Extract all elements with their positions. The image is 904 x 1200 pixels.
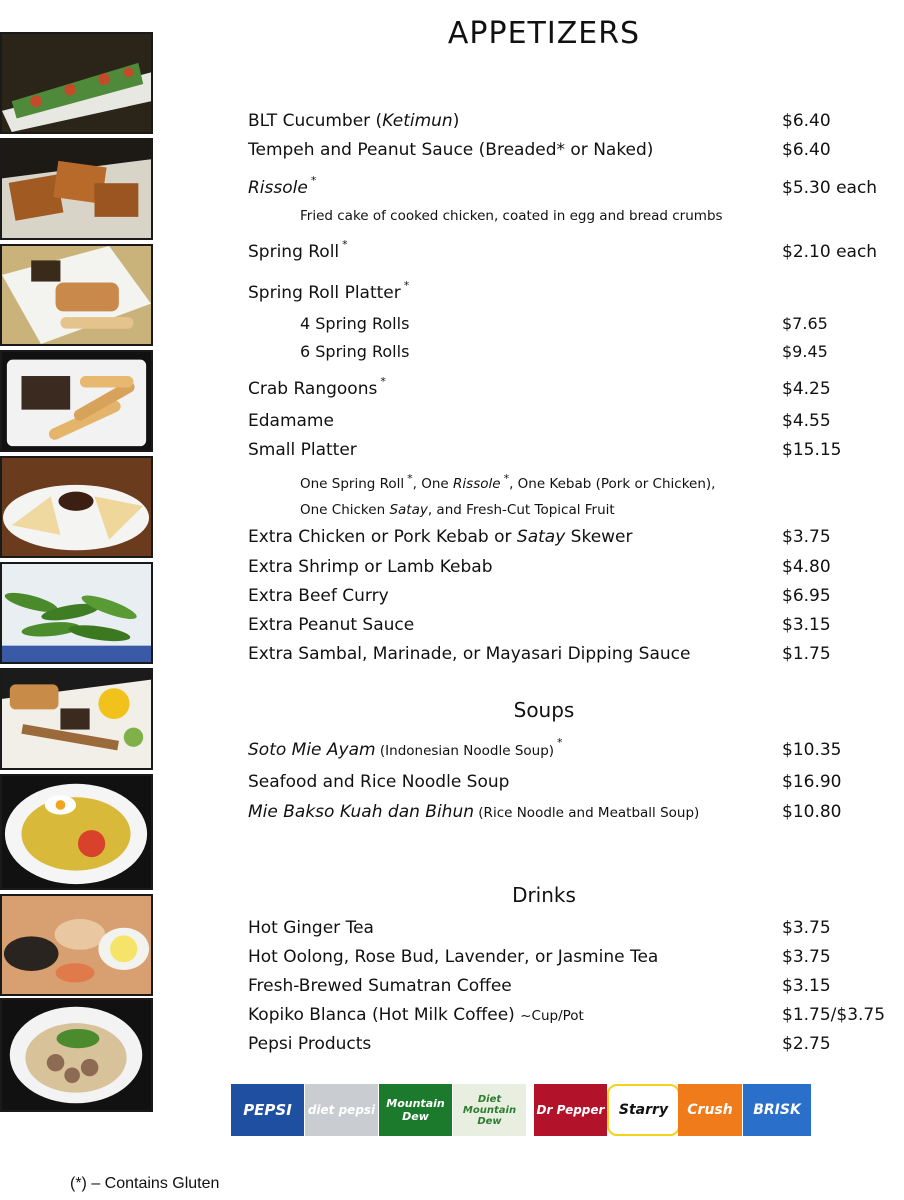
brisk-logo: BRISK bbox=[743, 1084, 811, 1136]
menu-item-soto-mie-ayam: Soto Mie Ayam (Indonesian Noodle Soup)* $10.35 bbox=[248, 736, 842, 760]
spring-roll-photo bbox=[0, 350, 153, 452]
menu-item-edamame: Edamame $4.55 bbox=[248, 411, 831, 431]
menu-item-ginger-tea: Hot Ginger Tea $3.75 bbox=[248, 918, 831, 938]
price: $4.80 bbox=[782, 557, 831, 577]
menu-item-extra-kebab: Extra Chicken or Pork Kebab or Satay Skewer $3.75 bbox=[248, 527, 831, 547]
crush-logo: Crush bbox=[678, 1084, 742, 1136]
price: $2.10 each bbox=[782, 242, 878, 262]
price: $10.80 bbox=[782, 802, 842, 822]
tempeh-photo bbox=[0, 138, 153, 240]
pepsi-logo: PEPSI bbox=[231, 1084, 304, 1136]
rissole-photo bbox=[0, 244, 153, 346]
menu-item-spring-roll: Spring Roll * $2.10 each bbox=[248, 238, 878, 262]
gluten-footnote: (*) – Contains Gluten bbox=[70, 1175, 220, 1192]
price: $2.75 bbox=[782, 1034, 831, 1054]
price: $1.75 bbox=[782, 644, 831, 664]
menu-item-seafood-soup: Seafood and Rice Noodle Soup $16.90 bbox=[248, 772, 842, 792]
gluten-marker: * bbox=[403, 279, 410, 292]
soups-heading: Soups bbox=[513, 698, 575, 722]
starry-logo: Starry bbox=[607, 1084, 680, 1136]
price: $3.75 bbox=[782, 947, 831, 967]
price: $16.90 bbox=[782, 772, 842, 792]
price: $5.30 each bbox=[782, 178, 878, 198]
platter-option: 6 Spring Rolls $9.45 bbox=[300, 342, 828, 361]
small-platter-description-line1: One Spring Roll *, One Rissole *, One Kebab (Pork or Chicken), bbox=[300, 472, 716, 492]
crab-rangoon-photo bbox=[0, 456, 153, 558]
gluten-marker: * bbox=[380, 375, 386, 388]
menu-item-extra-beef: Extra Beef Curry $6.95 bbox=[248, 586, 831, 606]
gluten-marker: * bbox=[310, 174, 317, 187]
price: $3.15 bbox=[782, 976, 831, 996]
price: $6.40 bbox=[782, 140, 831, 160]
menu-item-extra-peanut: Extra Peanut Sauce $3.15 bbox=[248, 615, 831, 635]
menu-item-sumatran-coffee: Fresh-Brewed Sumatran Coffee $3.15 bbox=[248, 976, 831, 996]
gluten-marker: * bbox=[557, 736, 563, 749]
price: $3.15 bbox=[782, 615, 831, 635]
menu-item-small-platter: Small Platter $15.15 bbox=[248, 440, 842, 460]
price: $4.25 bbox=[782, 379, 831, 399]
menu-item-hot-tea: Hot Oolong, Rose Bud, Lavender, or Jasmine Tea $3.75 bbox=[248, 947, 831, 967]
menu-item-kopiko: Kopiko Blanca (Hot Milk Coffee) ~Cup/Pot $1.75/$3.75 bbox=[248, 1005, 886, 1025]
menu-item-mie-bakso: Mie Bakso Kuah dan Bihun (Rice Noodle and Meatball Soup) $10.80 bbox=[248, 802, 842, 822]
edamame-photo bbox=[0, 562, 153, 664]
menu-item-rissole: Rissole * $5.30 each bbox=[248, 174, 878, 198]
meatball-soup-photo bbox=[0, 998, 153, 1112]
price: $4.55 bbox=[782, 411, 831, 431]
rissole-description: Fried cake of cooked chicken, coated in egg and bread crumbs bbox=[300, 208, 723, 224]
price: $3.75 bbox=[782, 918, 831, 938]
platter-option: 4 Spring Rolls $7.65 bbox=[300, 314, 828, 333]
menu-item-spring-roll-platter: Spring Roll Platter * bbox=[248, 279, 410, 303]
dr-pepper-logo: Dr Pepper bbox=[534, 1084, 607, 1136]
diet-mountain-dew-logo: Diet Mountain Dew bbox=[453, 1084, 526, 1136]
menu-item-pepsi-products: Pepsi Products $2.75 bbox=[248, 1034, 831, 1054]
menu-item-extra-sambal: Extra Sambal, Marinade, or Mayasari Dipping Sauce $1.75 bbox=[248, 644, 831, 664]
seafood-soup-photo bbox=[0, 894, 153, 996]
price: $1.75/$3.75 bbox=[782, 1005, 886, 1025]
diet-pepsi-logo: diet pepsi bbox=[305, 1084, 378, 1136]
price: $6.95 bbox=[782, 586, 831, 606]
cucumber-photo bbox=[0, 32, 153, 134]
menu-item-extra-shrimp: Extra Shrimp or Lamb Kebab $4.80 bbox=[248, 557, 831, 577]
price: $15.15 bbox=[782, 440, 842, 460]
menu-item-blt-cucumber: BLT Cucumber (Ketimun) $6.40 bbox=[248, 111, 831, 131]
price: $7.65 bbox=[782, 314, 828, 333]
price: $6.40 bbox=[782, 111, 831, 131]
price: $9.45 bbox=[782, 342, 828, 361]
gluten-marker: * bbox=[342, 238, 348, 251]
price: $3.75 bbox=[782, 527, 831, 547]
drinks-heading: Drinks bbox=[512, 883, 576, 907]
price: $10.35 bbox=[782, 740, 842, 760]
noodle-soup-photo bbox=[0, 774, 153, 890]
small-platter-description-line2: One Chicken Satay, and Fresh-Cut Topical Fruit bbox=[300, 502, 615, 518]
menu-item-crab-rangoons: Crab Rangoons * $4.25 bbox=[248, 375, 831, 399]
menu-item-tempeh: Tempeh and Peanut Sauce (Breaded* or Naked) $6.40 bbox=[248, 140, 831, 160]
page-title: APPETIZERS bbox=[447, 16, 641, 51]
mountain-dew-logo: Mountain Dew bbox=[379, 1084, 452, 1136]
